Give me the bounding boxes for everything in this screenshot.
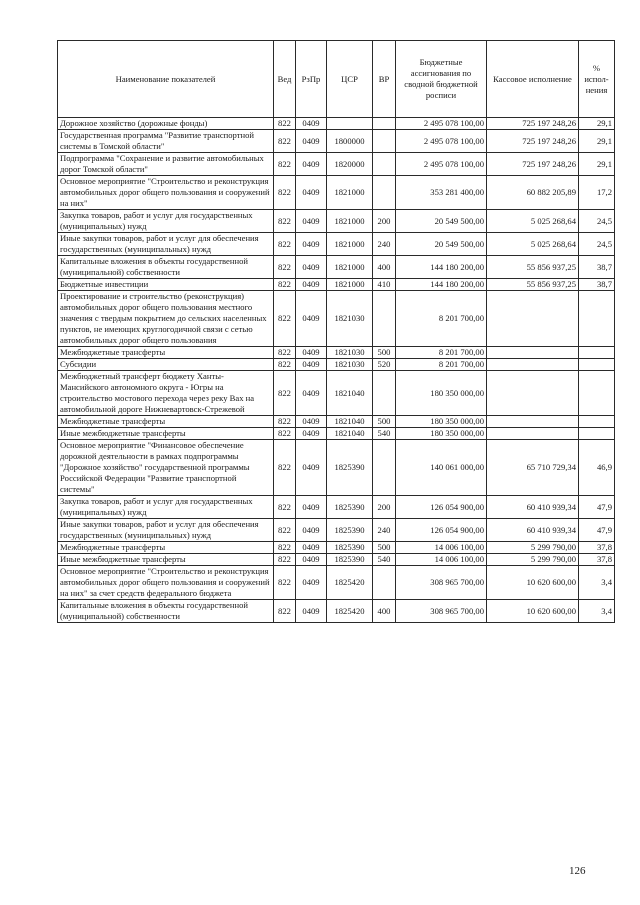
table-row <box>58 118 615 130</box>
table-cell-ved: 822 <box>274 130 296 153</box>
table-cell-rzpr: 0409 <box>296 153 327 176</box>
table-cell-budget: 353 281 400,00 <box>396 176 487 210</box>
table-cell-name: Иные межбюджетные трансферты <box>58 554 274 566</box>
table-cell-budget: 126 054 900,00 <box>396 496 487 519</box>
table-cell-budget: 8 201 700,00 <box>396 347 487 359</box>
table-cell-csr: 1821030 <box>327 359 373 371</box>
table-cell-csr: 1825420 <box>327 600 373 623</box>
table-cell-vr <box>373 440 396 496</box>
table-cell-rzpr: 0409 <box>296 542 327 554</box>
table-cell-vr: 540 <box>373 554 396 566</box>
table-cell-csr: 1821000 <box>327 279 373 291</box>
table-cell-ved: 822 <box>274 347 296 359</box>
table-cell-percent <box>579 291 615 347</box>
table-cell-cash: 60 410 939,34 <box>487 496 579 519</box>
table-cell-vr: 410 <box>373 279 396 291</box>
table-cell-ved: 822 <box>274 291 296 347</box>
table-row <box>58 359 615 371</box>
table-cell-budget: 2 495 078 100,00 <box>396 153 487 176</box>
table-cell-rzpr: 0409 <box>296 256 327 279</box>
table-cell-percent: 29,1 <box>579 153 615 176</box>
table-cell-ved: 822 <box>274 256 296 279</box>
table-cell-percent: 29,1 <box>579 118 615 130</box>
table-cell-ved: 822 <box>274 118 296 130</box>
table-cell-csr: 1821040 <box>327 371 373 416</box>
table-cell-budget: 20 549 500,00 <box>396 233 487 256</box>
table-cell-cash <box>487 371 579 416</box>
table-cell-ved: 822 <box>274 566 296 600</box>
table-cell-csr: 1825390 <box>327 554 373 566</box>
table-cell-csr: 1820000 <box>327 153 373 176</box>
table-cell-percent: 47,9 <box>579 519 615 542</box>
table-cell-csr: 1825420 <box>327 566 373 600</box>
header-percent: % испол-нения <box>579 41 615 118</box>
table-cell-cash: 5 299 790,00 <box>487 554 579 566</box>
table-cell-rzpr: 0409 <box>296 428 327 440</box>
table-cell-percent: 17,2 <box>579 176 615 210</box>
table-cell-name: Межбюджетный трансферт бюджету Ханты-Мансийского автономного округа - Югры на строительство мостового перехода через реку Вах на автомобильной дороге Нижневартовск-Стрежевой <box>58 371 274 416</box>
table-cell-csr: 1825390 <box>327 519 373 542</box>
table-cell-cash <box>487 428 579 440</box>
table-cell-name: Иные межбюджетные трансферты <box>58 428 274 440</box>
table-cell-ved: 822 <box>274 496 296 519</box>
table-cell-vr <box>373 153 396 176</box>
table-cell-rzpr: 0409 <box>296 416 327 428</box>
table-cell-ved: 822 <box>274 153 296 176</box>
header-ved: Вед <box>274 41 296 118</box>
table-cell-cash: 725 197 248,26 <box>487 118 579 130</box>
table-cell-budget: 2 495 078 100,00 <box>396 130 487 153</box>
table-cell-vr: 500 <box>373 416 396 428</box>
table-cell-budget: 20 549 500,00 <box>396 210 487 233</box>
table-cell-ved: 822 <box>274 554 296 566</box>
table-cell-budget: 2 495 078 100,00 <box>396 118 487 130</box>
table-cell-name: Дорожное хозяйство (дорожные фонды) <box>58 118 274 130</box>
table-cell-rzpr: 0409 <box>296 176 327 210</box>
table-cell-rzpr: 0409 <box>296 130 327 153</box>
table-cell-name: Государственная программа "Развитие транспортной системы в Томской области" <box>58 130 274 153</box>
table-cell-csr <box>327 118 373 130</box>
table-cell-percent: 24,5 <box>579 210 615 233</box>
table-cell-name: Иные закупки товаров, работ и услуг для обеспечения государственных (муниципальных) нужд <box>58 233 274 256</box>
table-cell-csr: 1800000 <box>327 130 373 153</box>
table-cell-cash: 60 410 939,34 <box>487 519 579 542</box>
budget-execution-table <box>57 40 615 623</box>
table-cell-ved: 822 <box>274 600 296 623</box>
table-cell-percent <box>579 347 615 359</box>
table-cell-csr: 1825390 <box>327 496 373 519</box>
table-cell-rzpr: 0409 <box>296 554 327 566</box>
table-cell-vr <box>373 176 396 210</box>
table-cell-percent: 38,7 <box>579 256 615 279</box>
table-cell-budget: 180 350 000,00 <box>396 371 487 416</box>
table-cell-vr <box>373 291 396 347</box>
table-cell-cash: 55 856 937,25 <box>487 256 579 279</box>
table-cell-ved: 822 <box>274 542 296 554</box>
table-cell-csr: 1825390 <box>327 440 373 496</box>
table-cell-percent: 47,9 <box>579 496 615 519</box>
table-cell-ved: 822 <box>274 279 296 291</box>
header-vr: ВР <box>373 41 396 118</box>
table-cell-name: Субсидии <box>58 359 274 371</box>
table-row <box>58 496 615 519</box>
table-cell-cash: 65 710 729,34 <box>487 440 579 496</box>
table-cell-name: Иные закупки товаров, работ и услуг для обеспечения государственных (муниципальных) нужд <box>58 519 274 542</box>
table-cell-name: Основное мероприятие "Строительство и реконструкция автомобильных дорог общего пользования и сооружений на них" <box>58 176 274 210</box>
table-cell-cash <box>487 359 579 371</box>
table-cell-name: Закупка товаров, работ и услуг для государственных (муниципальных) нужд <box>58 496 274 519</box>
table-cell-rzpr: 0409 <box>296 440 327 496</box>
table-cell-name: Межбюджетные трансферты <box>58 416 274 428</box>
table-cell-cash <box>487 416 579 428</box>
table-cell-ved: 822 <box>274 440 296 496</box>
table-row <box>58 233 615 256</box>
table-cell-name: Основное мероприятие "Строительство и реконструкция автомобильных дорог общего пользования и сооружений на них" за счет средств федерального бюджета <box>58 566 274 600</box>
table-cell-name: Закупка товаров, работ и услуг для государственных (муниципальных) нужд <box>58 210 274 233</box>
table-cell-cash: 5 299 790,00 <box>487 542 579 554</box>
table-cell-cash <box>487 347 579 359</box>
table-row <box>58 440 615 496</box>
table-cell-rzpr: 0409 <box>296 600 327 623</box>
table-cell-ved: 822 <box>274 210 296 233</box>
table-row <box>58 291 615 347</box>
table-cell-vr <box>373 118 396 130</box>
table-cell-rzpr: 0409 <box>296 359 327 371</box>
table-cell-rzpr: 0409 <box>296 371 327 416</box>
table-cell-rzpr: 0409 <box>296 210 327 233</box>
table-cell-ved: 822 <box>274 371 296 416</box>
table-cell-rzpr: 0409 <box>296 347 327 359</box>
table-cell-percent: 29,1 <box>579 130 615 153</box>
table-cell-vr: 240 <box>373 233 396 256</box>
table-cell-rzpr: 0409 <box>296 118 327 130</box>
table-cell-ved: 822 <box>274 519 296 542</box>
table-row <box>58 347 615 359</box>
table-cell-vr: 240 <box>373 519 396 542</box>
table-cell-budget: 14 006 100,00 <box>396 542 487 554</box>
table-row <box>58 371 615 416</box>
table-row <box>58 256 615 279</box>
table-cell-ved: 822 <box>274 428 296 440</box>
table-row <box>58 554 615 566</box>
table-row <box>58 210 615 233</box>
table-cell-budget: 180 350 000,00 <box>396 428 487 440</box>
table-row <box>58 519 615 542</box>
table-cell-percent: 24,5 <box>579 233 615 256</box>
table-cell-percent: 46,9 <box>579 440 615 496</box>
table-row <box>58 279 615 291</box>
table-cell-percent: 37,8 <box>579 554 615 566</box>
table-row <box>58 428 615 440</box>
table-cell-cash: 5 025 268,64 <box>487 233 579 256</box>
table-cell-rzpr: 0409 <box>296 519 327 542</box>
header-cash: Кассовое исполнение <box>487 41 579 118</box>
table-row <box>58 566 615 600</box>
table-cell-percent <box>579 371 615 416</box>
page-number: 126 <box>569 865 586 877</box>
table-cell-percent: 37,8 <box>579 542 615 554</box>
table-cell-vr: 520 <box>373 359 396 371</box>
table-cell-name: Подпрограмма "Сохранение и развитие автомобильных дорог Томской области" <box>58 153 274 176</box>
header-budget: Бюджетные ассигнования по сводной бюджетной росписи <box>396 41 487 118</box>
table-cell-budget: 180 350 000,00 <box>396 416 487 428</box>
table-cell-vr <box>373 371 396 416</box>
table-cell-budget: 14 006 100,00 <box>396 554 487 566</box>
table-cell-vr: 500 <box>373 347 396 359</box>
table-cell-budget: 144 180 200,00 <box>396 256 487 279</box>
table-cell-name: Основное мероприятие "Финансовое обеспечение дорожной деятельности в рамках подпрограммы "Дорожное хозяйство" государственной программы Российской Федерации "Развитие транспортной системы" <box>58 440 274 496</box>
table-cell-percent <box>579 359 615 371</box>
table-cell-rzpr: 0409 <box>296 279 327 291</box>
table-row <box>58 130 615 153</box>
table-cell-csr: 1821000 <box>327 210 373 233</box>
table-cell-name: Межбюджетные трансферты <box>58 347 274 359</box>
table-cell-budget: 144 180 200,00 <box>396 279 487 291</box>
table-cell-cash: 10 620 600,00 <box>487 600 579 623</box>
table-row <box>58 600 615 623</box>
table-row <box>58 153 615 176</box>
table-cell-rzpr: 0409 <box>296 233 327 256</box>
table-cell-ved: 822 <box>274 176 296 210</box>
table-cell-vr: 400 <box>373 256 396 279</box>
table-cell-cash: 10 620 600,00 <box>487 566 579 600</box>
table-cell-percent: 38,7 <box>579 279 615 291</box>
table-cell-cash: 725 197 248,26 <box>487 153 579 176</box>
table-row <box>58 416 615 428</box>
table-cell-budget: 8 201 700,00 <box>396 359 487 371</box>
table-cell-csr: 1821040 <box>327 428 373 440</box>
table-cell-name: Проектирование и строительство (реконструкция) автомобильных дорог общего пользования местного значения с твердым покрытием до сельских населенных пунктов, не имеющих круглогодичной связи с сетью автомобильных дорог общего пользования <box>58 291 274 347</box>
table-cell-budget: 308 965 700,00 <box>396 600 487 623</box>
table-cell-csr: 1825390 <box>327 542 373 554</box>
table-cell-percent <box>579 416 615 428</box>
table-cell-vr: 200 <box>373 210 396 233</box>
table-cell-cash: 5 025 268,64 <box>487 210 579 233</box>
table-cell-name: Капитальные вложения в объекты государственной (муниципальной) собственности <box>58 256 274 279</box>
table-cell-rzpr: 0409 <box>296 291 327 347</box>
table-header-row <box>58 41 615 118</box>
table-cell-budget: 140 061 000,00 <box>396 440 487 496</box>
table-cell-percent <box>579 428 615 440</box>
table-cell-vr <box>373 566 396 600</box>
table-cell-csr: 1821000 <box>327 256 373 279</box>
table-cell-csr: 1821040 <box>327 416 373 428</box>
table-cell-budget: 8 201 700,00 <box>396 291 487 347</box>
table-cell-budget: 308 965 700,00 <box>396 566 487 600</box>
table-cell-cash: 725 197 248,26 <box>487 130 579 153</box>
table-cell-percent: 3,4 <box>579 600 615 623</box>
table-cell-name: Бюджетные инвестиции <box>58 279 274 291</box>
table-cell-ved: 822 <box>274 359 296 371</box>
table-cell-vr: 540 <box>373 428 396 440</box>
header-csr: ЦСР <box>327 41 373 118</box>
table-cell-vr <box>373 130 396 153</box>
table-cell-csr: 1821000 <box>327 176 373 210</box>
table-cell-cash <box>487 291 579 347</box>
table-cell-csr: 1821000 <box>327 233 373 256</box>
header-rzpr: РзПр <box>296 41 327 118</box>
table-cell-cash: 55 856 937,25 <box>487 279 579 291</box>
table-cell-percent: 3,4 <box>579 566 615 600</box>
table-cell-cash: 60 882 205,89 <box>487 176 579 210</box>
table-cell-rzpr: 0409 <box>296 566 327 600</box>
table-row <box>58 176 615 210</box>
table-cell-vr: 500 <box>373 542 396 554</box>
table-cell-vr: 400 <box>373 600 396 623</box>
table-row <box>58 542 615 554</box>
table-cell-vr: 200 <box>373 496 396 519</box>
table-cell-budget: 126 054 900,00 <box>396 519 487 542</box>
table-cell-name: Капитальные вложения в объекты государственной (муниципальной) собственности <box>58 600 274 623</box>
table-cell-ved: 822 <box>274 233 296 256</box>
table-cell-rzpr: 0409 <box>296 496 327 519</box>
table-cell-name: Межбюджетные трансферты <box>58 542 274 554</box>
table-cell-csr: 1821030 <box>327 347 373 359</box>
table-cell-ved: 822 <box>274 416 296 428</box>
header-name: Наименование показателей <box>58 41 274 118</box>
table-cell-csr: 1821030 <box>327 291 373 347</box>
